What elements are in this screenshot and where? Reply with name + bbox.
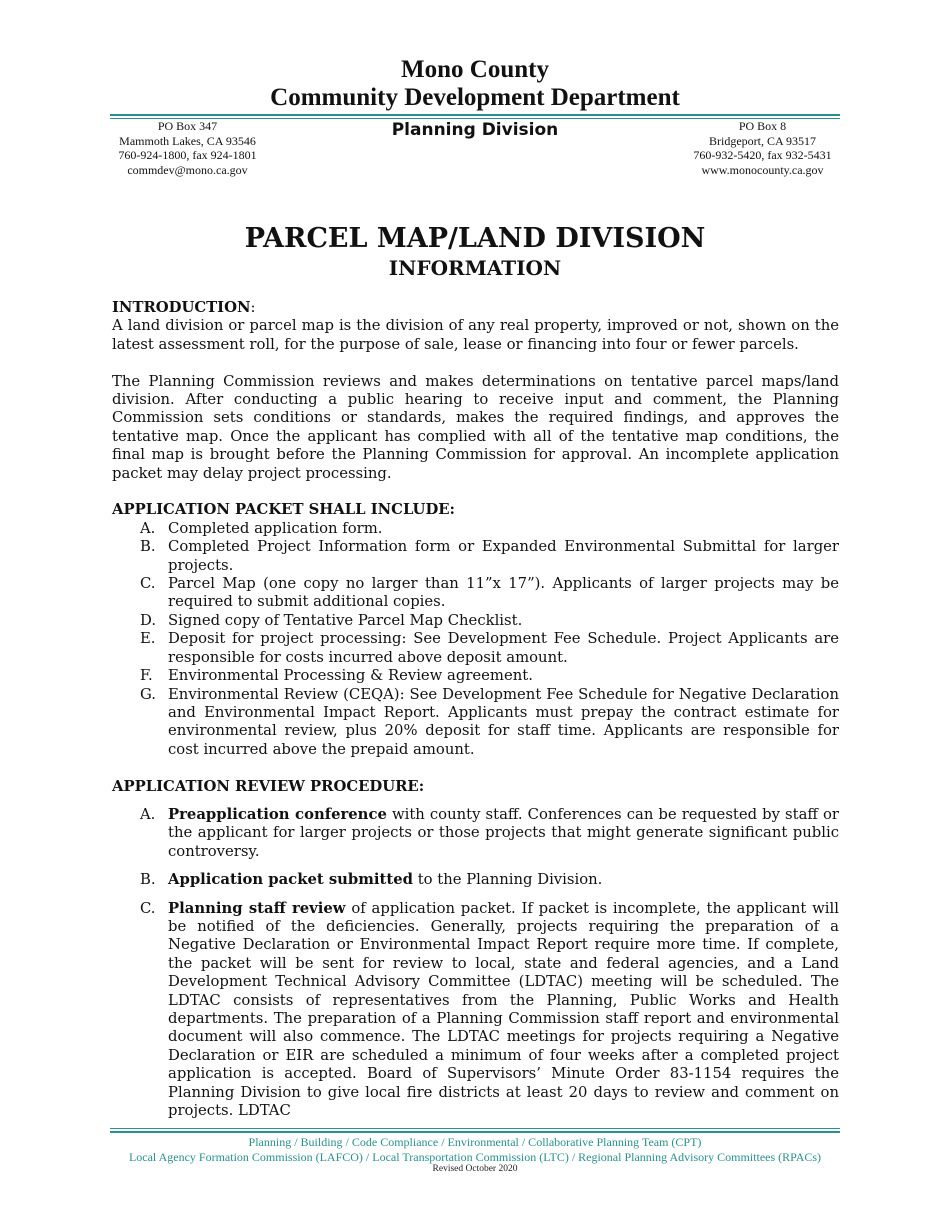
list-item: [112, 900, 839, 1121]
item-letter: C.: [140, 575, 156, 593]
item-text: Environmental Processing & Review agreement.: [168, 667, 533, 685]
packet-list: [112, 520, 839, 759]
item-text: with county staff. Conferences can be requested by staff or the applicant for larger projects or those projects that might generate significant public controversy.: [168, 805, 839, 860]
item-letter: C.: [140, 899, 156, 917]
document-title: [0, 222, 950, 280]
list-item: [112, 686, 839, 760]
title-line-1: PARCEL MAP/LAND DIVISION: [244, 223, 706, 254]
item-letter: B.: [140, 871, 156, 889]
footer-line-1: Planning / Building / Code Compliance / Environmental / Collaborative Planning Team (CPT): [248, 1135, 702, 1149]
item-text: to the Planning Division.: [413, 871, 603, 889]
right-address-website: www.monocounty.ca.gov: [701, 162, 824, 177]
left-address-line: Mammoth Lakes, CA 93546: [119, 133, 256, 148]
right-address-line: Bridgeport, CA 93517: [709, 133, 816, 148]
item-letter: A.: [140, 519, 156, 537]
item-text: Environmental Review (CEQA): See Development Fee Schedule for Negative Declaration and Environmental Impact Report. Applicants must prepay the contract estimate for environmental review, plus 20% deposit for staff time. Applicants are responsible for cost incurred above the prepaid amount.: [168, 685, 839, 758]
document-body: [112, 299, 839, 1120]
list-item: [112, 520, 839, 538]
item-text: of application packet. If packet is incomplete, the applicant will be notified of the deficiencies. Generally, projects requiring the preparation of a Negative Declaration or Environmental Impact Report require more time. If complete, the packet will be sent for review to local, state and federal agencies, and a Land Development Technical Advisory Committee (LDTAC) meeting will be scheduled. The LDTAC consists of representatives from the Planning, Public Works and Health departments. The preparation of a Planning Commission staff report and environmental document will also commence. The LDTAC meetings for projects requiring a Negative Declaration or EIR are scheduled a minimum of four weeks after a completed project application is accepted. Board of Supervisors’ Minute Order 83-1154 requires the Planning Division to give local fire districts at least 20 days to review and comment on projects. LDTAC: [168, 899, 840, 1120]
intro-heading-line: [112, 299, 839, 317]
item-bold-lead: Application packet submitted: [168, 871, 413, 889]
title-line-2: INFORMATION: [388, 256, 562, 280]
procedure-heading: APPLICATION REVIEW PROCEDURE:: [112, 777, 425, 795]
division-name: Planning Division: [391, 120, 559, 140]
department-name: Community Development Department: [270, 84, 680, 111]
list-item: [112, 538, 839, 575]
list-item: [112, 871, 839, 889]
footer-rule-thin: [110, 1128, 840, 1129]
list-item: [112, 806, 839, 861]
item-letter: B.: [140, 538, 156, 556]
footer-rule: [110, 1131, 840, 1133]
intro-paragraph-1: A land division or parcel map is the division of any real property, improved or not, shown on the latest assessment roll, for the purpose of sale, lease or financing into four or fewer parcels.: [112, 317, 839, 353]
item-letter: A.: [140, 805, 156, 823]
revision-date: Revised October 2020: [432, 1164, 518, 1174]
item-letter: G.: [140, 685, 156, 703]
list-item: [112, 612, 839, 630]
footer-line-2: Local Agency Formation Commission (LAFCO) / Local Transportation Commission (LTC) / Regional Planning Advisory Committees (RPACs): [128, 1149, 822, 1164]
item-bold-lead: Preapplication conference: [168, 805, 387, 823]
item-text: Parcel Map (one copy no larger than 11”x 17”). Applicants of larger projects may be required to submit additional copies.: [168, 575, 839, 611]
left-address-line: 760-924-1800, fax 924-1801: [118, 148, 257, 162]
list-item: [112, 630, 839, 667]
item-letter: D.: [140, 611, 157, 629]
right-address-line: PO Box 8: [738, 119, 787, 133]
item-letter: F.: [140, 667, 153, 685]
right-address-block: [685, 119, 840, 177]
list-item: [112, 667, 839, 685]
left-address-line: PO Box 347: [157, 119, 218, 133]
intro-paragraph-2: The Planning Commission reviews and makes determinations on tentative parcel maps/land division. After conducting a public hearing to receive input and comment, the Planning Commission sets conditions or standards, makes the required findings, and approves the tentative map. Once the applicant has complied with all of the tentative map conditions, the final map is brought before the Planning Commission for approval. An incomplete application packet may delay project processing.: [112, 372, 839, 482]
list-item: [112, 575, 839, 612]
intro-heading-colon: :: [250, 299, 256, 316]
item-bold-lead: Planning staff review: [168, 899, 346, 917]
item-text: Signed copy of Tentative Parcel Map Checklist.: [168, 611, 523, 629]
item-letter: E.: [140, 630, 156, 648]
intro-heading: INTRODUCTION: [112, 299, 251, 316]
item-text: Completed application form.: [168, 519, 383, 537]
letterhead-title: [0, 56, 950, 112]
header-rule: [110, 114, 840, 116]
left-address-email: commdev@mono.ca.gov: [127, 162, 248, 177]
county-name: Mono County: [401, 56, 549, 83]
footer: [0, 1135, 950, 1175]
item-text: Deposit for project processing: See Development Fee Schedule. Project Applicants are responsible for costs incurred above deposit amount.: [168, 630, 839, 666]
packet-heading: APPLICATION PACKET SHALL INCLUDE:: [112, 501, 456, 519]
right-address-line: 760-932-5420, fax 932-5431: [693, 148, 832, 162]
item-text: Completed Project Information form or Expanded Environmental Submittal for larger projects.: [168, 538, 839, 574]
procedure-list: [112, 806, 839, 1121]
